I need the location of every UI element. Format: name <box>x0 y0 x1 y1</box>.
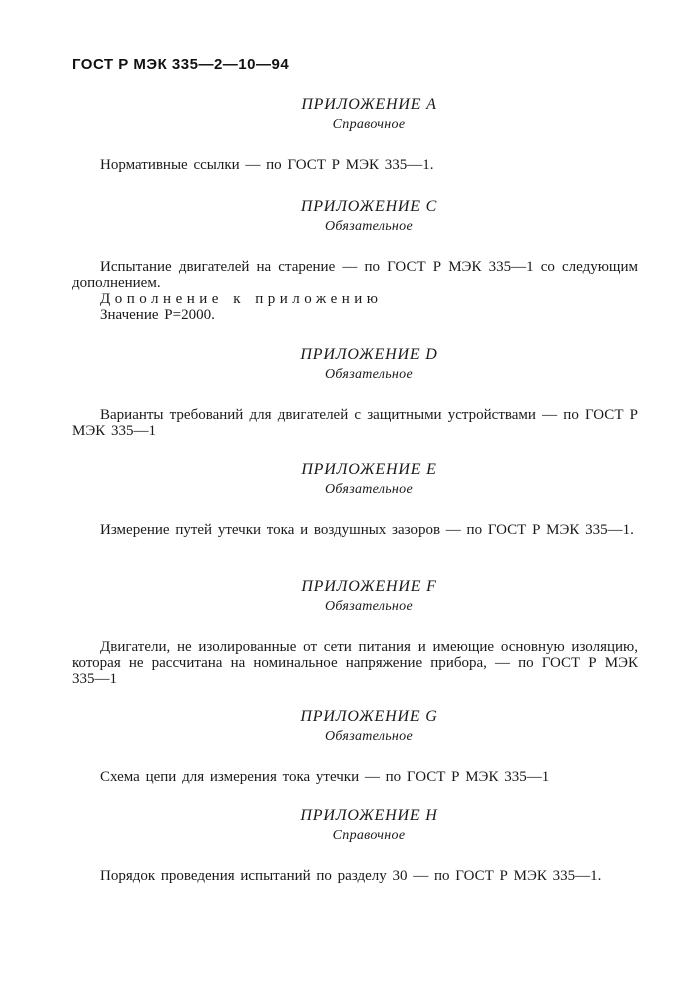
body-paragraph: Двигатели, не изолированные от сети питания и имеющие основную изоляцию, которая не рассчитана на номинальное напряжение прибора, — по ГОСТ Р МЭК 335—1 <box>72 639 638 687</box>
appendix-f <box>72 577 638 687</box>
body-paragraph: Порядок проведения испытаний по разделу 30 — по ГОСТ Р МЭК 335—1. <box>100 868 602 884</box>
appendix-title: ПРИЛОЖЕНИЕ C <box>300 198 438 215</box>
appendix-status: Обязательное <box>325 219 413 234</box>
appendix-title: ПРИЛОЖЕНИЕ D <box>300 346 438 363</box>
body-paragraph: Испытание двигателей на старение — по ГОСТ Р МЭК 335—1 со следующим дополнением. <box>72 259 638 291</box>
body-paragraph: Нормативные ссылки — по ГОСТ Р МЭК 335—1. <box>100 157 434 173</box>
appendix-status: Справочное <box>332 828 406 843</box>
appendix-body <box>72 157 638 173</box>
appendix-status: Справочное <box>332 117 406 132</box>
document-header: ГОСТ Р МЭК 335—2—10—94 <box>72 56 290 73</box>
appendix-body <box>72 868 638 884</box>
appendix-title: ПРИЛОЖЕНИЕ H <box>300 807 438 824</box>
appendix-title: ПРИЛОЖЕНИЕ E <box>301 461 437 478</box>
appendix-status: Обязательное <box>325 482 413 497</box>
appendix-body <box>72 259 638 323</box>
appendix-status: Обязательное <box>325 599 413 614</box>
appendix-status: Обязательное <box>325 367 413 382</box>
appendix-a <box>72 95 638 173</box>
appendix-title: ПРИЛОЖЕНИЕ F <box>301 578 437 595</box>
body-paragraph: Варианты требований для двигателей с защитными устройствами — по ГОСТ Р МЭК 335—1 <box>72 407 638 439</box>
appendix-body <box>72 407 638 439</box>
appendix-d <box>72 345 638 439</box>
appendix-g <box>72 707 638 785</box>
appendix-body <box>72 522 638 538</box>
appendix-c <box>72 197 638 323</box>
appendix-title: ПРИЛОЖЕНИЕ G <box>300 708 438 725</box>
body-paragraph: Схема цепи для измерения тока утечки — по ГОСТ Р МЭК 335—1 <box>100 769 550 785</box>
body-paragraph: Измерение путей утечки тока и воздушных зазоров — по ГОСТ Р МЭК 335—1. <box>100 522 634 538</box>
appendix-body <box>72 769 638 785</box>
appendix-e <box>72 460 638 538</box>
appendix-body <box>72 639 638 687</box>
appendix-status: Обязательное <box>325 729 413 744</box>
appendix-title: ПРИЛОЖЕНИЕ A <box>301 96 437 113</box>
supplement-heading: Дополнение к приложению <box>100 291 383 307</box>
supplement-text: Значение P=2000. <box>100 307 215 323</box>
appendix-h <box>72 806 638 884</box>
